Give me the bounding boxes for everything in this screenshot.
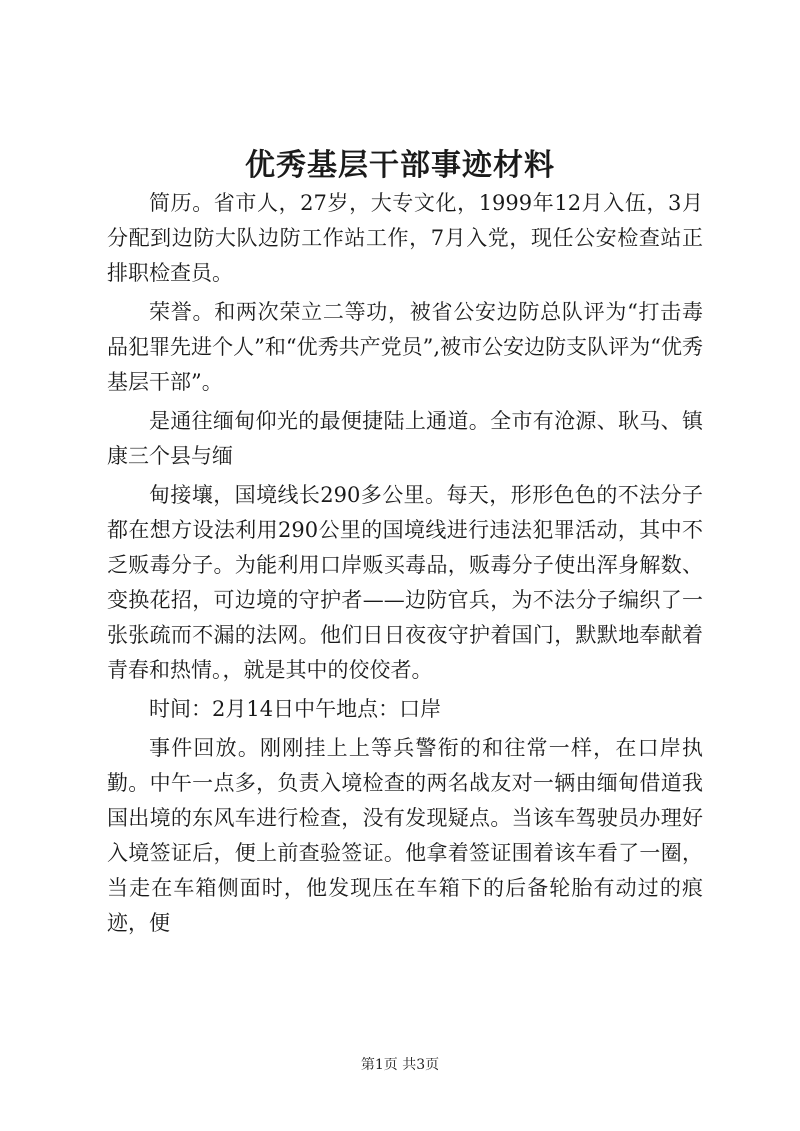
paragraph-honors: 荣誉。和两次荣立二等功，被省公安边防总队评为“打击毒品犯罪先进个人”和“优秀共产党员”,被市公安边防支队评为“优秀基层干部”。 bbox=[107, 300, 703, 394]
document-title: 优秀基层干部事迹材料 bbox=[245, 148, 555, 183]
paragraph-location: 是通往缅甸仰光的最便捷陆上通道。全市有沧源、耿马、镇康三个县与缅 bbox=[107, 409, 703, 468]
paragraph-time-place: 时间：2月14日中午地点：口岸 bbox=[149, 697, 442, 721]
paragraph-border: 甸接壤，国境线长290多公里。每天，形形色色的不法分子都在想方设法利用290公里的国境线进行违法犯罪活动，其中不乏贩毒分子。为能利用口岸贩买毒品，贩毒分子使出浑身解数、变换花招，可边境的守护者——边防官兵，为不法分子编织了一张张疏而不漏的法网。他们日日夜夜守护着国门，默默地奉献着青春和热情。，就是其中的佼佼者。 bbox=[107, 483, 703, 682]
document-body bbox=[107, 186, 703, 945]
paragraph-resume: 简历。省市人，27岁，大专文化，1999年12月入伍，3月分配到边防大队边防工作站工作，7月入党，现任公安检查站正排职检查员。 bbox=[107, 191, 703, 285]
paragraph-event: 事件回放。刚刚挂上上等兵警衔的和往常一样，在口岸执勤。中午一点多，负责入境检查的两名战友对一辆由缅甸借道我国出境的东风车进行检查，没有发现疑点。当该车驾驶员办理好入境签证后，便上前查验签证。他拿着签证围着该车看了一圈，当走在车箱侧面时，他发现压在车箱下的后备轮胎有动过的痕迹，便 bbox=[107, 736, 703, 935]
page-footer: 第1页 共3页 bbox=[360, 1057, 440, 1073]
